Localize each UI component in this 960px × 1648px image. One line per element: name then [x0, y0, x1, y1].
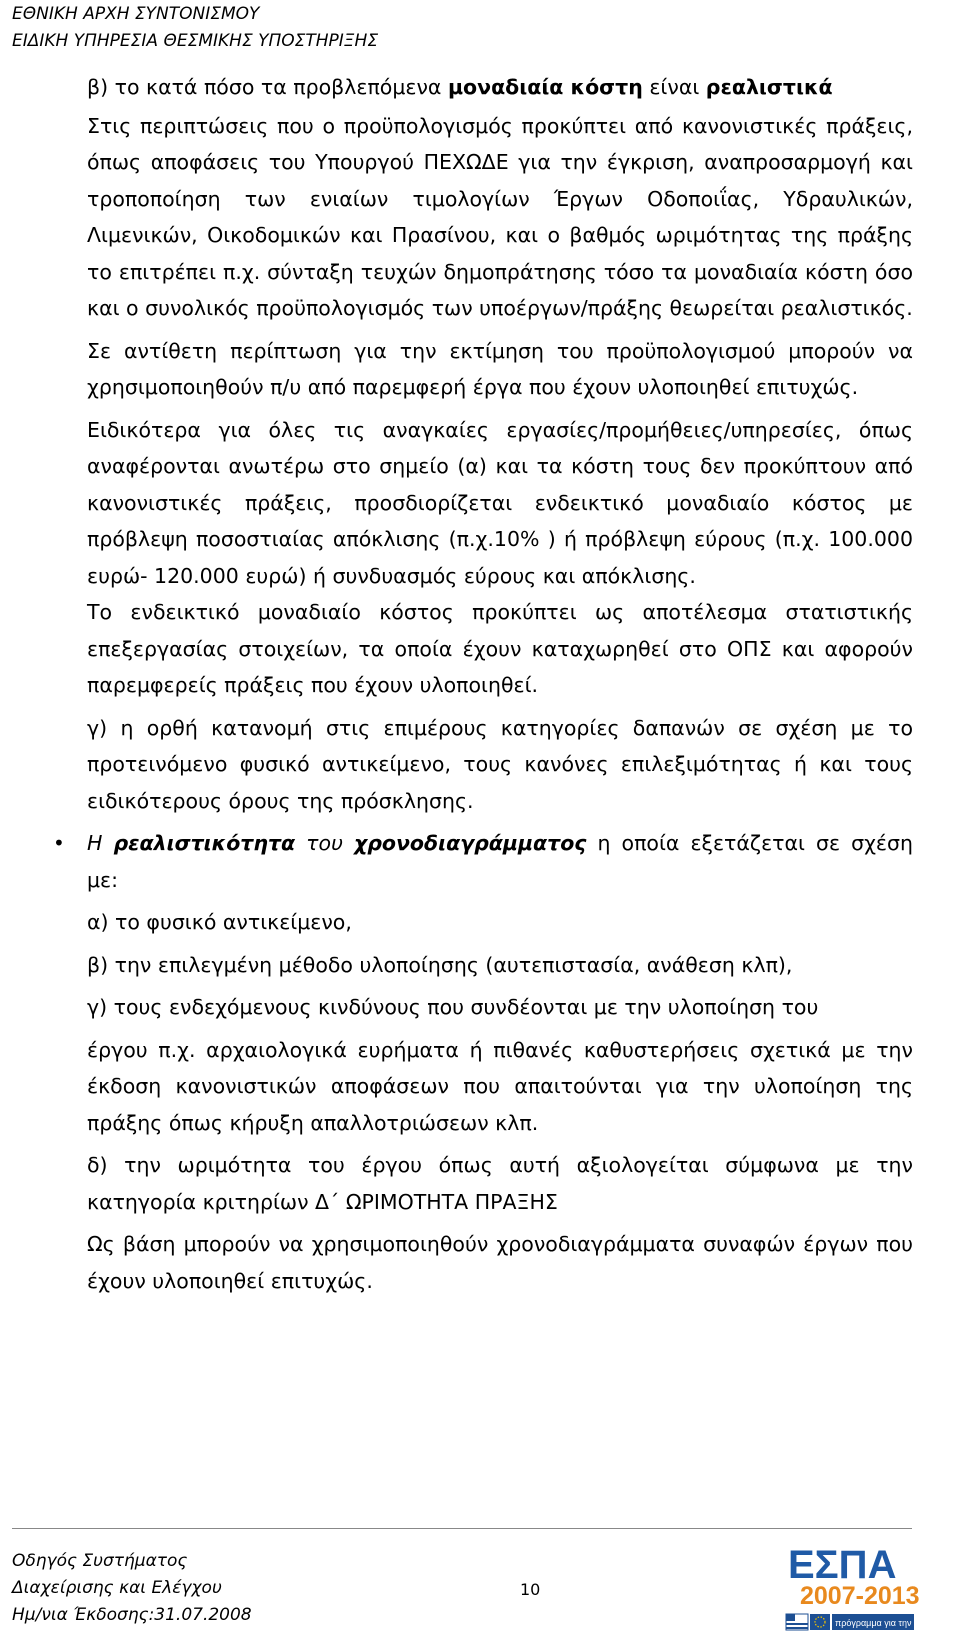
- document-body: [53, 69, 914, 1305]
- logo-years: 2007-2013: [800, 1582, 920, 1610]
- espa-logo-graphic: [786, 1538, 953, 1638]
- paragraph-unit-costs: β) το κατά πόσο τα προβλεπόμενα μοναδιαία κόστη είναι ρεαλιστικά: [87, 75, 833, 99]
- footer-info: [12, 1548, 252, 1629]
- item-c: γ) τους ενδεχόμενους κινδύνους που συνδέονται με την υλοποίηση του: [87, 995, 819, 1019]
- paragraph-regulatory: Στις περιπτώσεις που ο προϋπολογισμός προκύπτει από κανονιστικές πράξεις, όπως αποφάσεις του Υπουργού ΠΕΧΩΔΕ για την έγκριση, αναπροσαρμογή και τροποποίηση των ενιαίων τιμολογίων Έργων Οδοποιΐας, Υδραυλικών, Λιμενικών, Οικοδομικών και Πρασίνου, και ο βαθμός ωριμότητας της πράξης το επιτρέπει π.χ. σύνταξη τευχών δημοπράτησης τόσο τα μοναδιαία κόστη όσο και ο συνολικός προϋπολογισμός των υποέργων/πράξης θεωρείται ρεαλιστικός.: [87, 113, 913, 320]
- term-realism: ρεαλιστικότητα: [113, 831, 296, 855]
- term-schedule: χρονοδιαγράμματος: [353, 831, 587, 855]
- header-service: ΕΙΔΙΚΗ ΥΠΗΡΕΣΙΑ ΘΕΣΜΙΚΗΣ ΥΠΟΣΤΗΡΙΞΗΣ: [12, 31, 379, 51]
- item-b: β) την επιλεγμένη μέθοδο υλοποίησης (αυτεπιστασία, ανάθεση κλπ),: [87, 952, 793, 977]
- espa-logo: [786, 1538, 953, 1642]
- page-number: 10: [520, 1580, 541, 1599]
- paragraph-indicative-cost: Το ενδεικτικό μοναδιαίο κόστος προκύπτει ως αποτέλεσμα στατιστικής επεξεργασίας στοιχείων, τα οποία έχουν καταχωρηθεί στο ΟΠΣ και αφορούν παρεμφερείς πράξεις που έχουν υλοποιηθεί.: [87, 600, 913, 697]
- footer-management: Διαχείρισης και Ελέγχου: [12, 1578, 222, 1598]
- footer-guide: Οδηγός Συστήματος: [12, 1551, 188, 1571]
- bullet-schedule: • Η ρεαλιστικότητα του χρονοδιαγράμματος η οποία εξετάζεται σε σχέση με:: [87, 825, 913, 898]
- item-c-continued: έργου π.χ. αρχαιολογικά ευρήματα ή πιθανές καθυστερήσεις σχετικά με την έκδοση κανονιστικών αποφάσεων που απαιτούνται για την υλοποίηση της πράξης όπως κήρυξη απαλλοτριώσεων κλπ.: [87, 1037, 913, 1135]
- footer-divider: [12, 1528, 912, 1529]
- paragraph-otherwise: Σε αντίθετη περίπτωση για την εκτίμηση του προϋπολογισμού μπορούν να χρησιμοποιηθούν π/υ από παρεμφερή έργα που έχουν υλοποιηθεί επιτυχώς.: [87, 338, 913, 399]
- bullet-marker: •: [53, 831, 65, 855]
- term-unit-costs: μοναδιαία κόστη: [447, 75, 643, 99]
- footer-date: Ημ/νια Έκδοσης:31.07.2008: [12, 1605, 252, 1625]
- logo-tagline: πρόγραμμα για την ανάπτυξη: [835, 1618, 953, 1628]
- eu-flag-icon: [810, 1614, 830, 1630]
- item-a: α) το φυσικό αντικείμενο,: [87, 910, 352, 934]
- logo-title: ΕΣΠΑ: [788, 1543, 897, 1587]
- document-header: [12, 1, 378, 55]
- paragraph-allocation: γ) η ορθή κατανομή στις επιμέρους κατηγορίες δαπανών σε σχέση με το προτεινόμενο φυσικό αντικείμενο, τους κανόνες επιλεξιμότητας ή και τους ειδικότερους όρους της πρόσκλησης.: [87, 715, 913, 813]
- paragraph-basis: Ως βάση μπορούν να χρησιμοποιηθούν χρονοδιαγράμματα συναφών έργων που έχουν υλοποιηθεί επιτυχώς.: [87, 1232, 913, 1293]
- item-d: δ) την ωριμότητα του έργου όπως αυτή αξιολογείται σύμφωνα με την κατηγορία κριτηρίων Δ΄ ΩΡΙΜΟΤΗΤΑ ΠΡΑΞΗΣ: [87, 1153, 913, 1214]
- paragraph-specifically: Ειδικότερα για όλες τις αναγκαίες εργασίες/προμήθειες/υπηρεσίες, όπως αναφέρονται ανωτέρω στο σημείο (α) και τα κόστη τους δεν προκύπτουν από κανονιστικές πράξεις, προσδιορίζεται ενδεικτικό μοναδιαίο κόστος με πρόβλεψη ποσοστιαίας απόκλισης (π.χ.10% ) ή πρόβλεψη εύρους (π.χ. 100.000 ευρώ- 120.000 ευρώ) ή συνδυασμός εύρους και απόκλισης.: [87, 417, 913, 588]
- header-authority: ΕΘΝΙΚΗ ΑΡΧΗ ΣΥΝΤΟΝΙΣΜΟΥ: [12, 4, 260, 24]
- term-realistic: ρεαλιστικά: [705, 75, 833, 99]
